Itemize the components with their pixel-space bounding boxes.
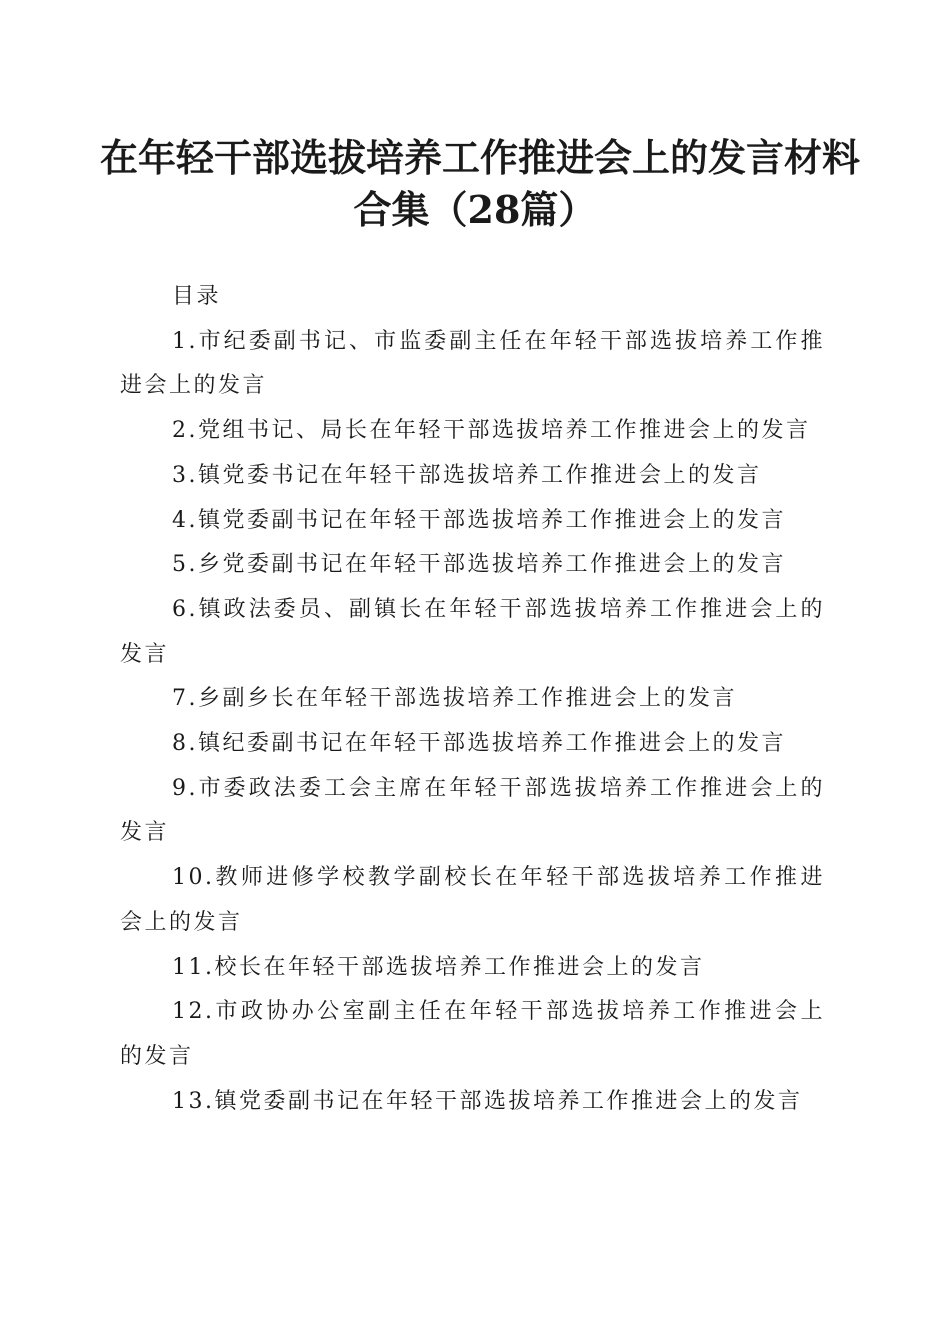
toc-item-12: 12.市政协办公室副主任在年轻干部选拔培养工作推进会上的发言 [120,999,825,1069]
toc-item-5: 5.乡党委副书记在年轻干部选拔培养工作推进会上的发言 [172,552,786,578]
toc-item-8: 8.镇纪委副书记在年轻干部选拔培养工作推进会上的发言 [172,731,786,757]
table-of-contents [120,275,825,1124]
document-title [100,132,861,236]
toc-heading: 目录 [172,284,222,309]
toc-item-1: 1.市纪委副书记、市监委副主任在年轻干部选拔培养工作推进会上的发言 [120,328,825,399]
toc-item-2: 2.党组书记、局长在年轻干部选拔培养工作推进会上的发言 [172,418,811,444]
title-line-2: 合集（28篇） [353,187,597,232]
toc-item-9: 9.市委政法委工会主席在年轻干部选拔培养工作推进会上的发言 [120,775,825,846]
toc-item-4: 4.镇党委副书记在年轻干部选拔培养工作推进会上的发言 [172,507,786,533]
toc-item-13: 13.镇党委副书记在年轻干部选拔培养工作推进会上的发言 [172,1088,803,1114]
toc-item-10: 10.教师进修学校教学副校长在年轻干部选拔培养工作推进会上的发言 [120,865,825,935]
toc-item-11: 11.校长在年轻干部选拔培养工作推进会上的发言 [172,954,705,980]
toc-item-7: 7.乡副乡长在年轻干部选拔培养工作推进会上的发言 [172,686,737,712]
toc-list [120,320,825,1125]
toc-item-6: 6.镇政法委员、副镇长在年轻干部选拔培养工作推进会上的发言 [120,596,825,667]
toc-item-3: 3.镇党委书记在年轻干部选拔培养工作推进会上的发言 [172,462,762,488]
title-line-1: 在年轻干部选拔培养工作推进会上的发言材料 [100,135,861,180]
